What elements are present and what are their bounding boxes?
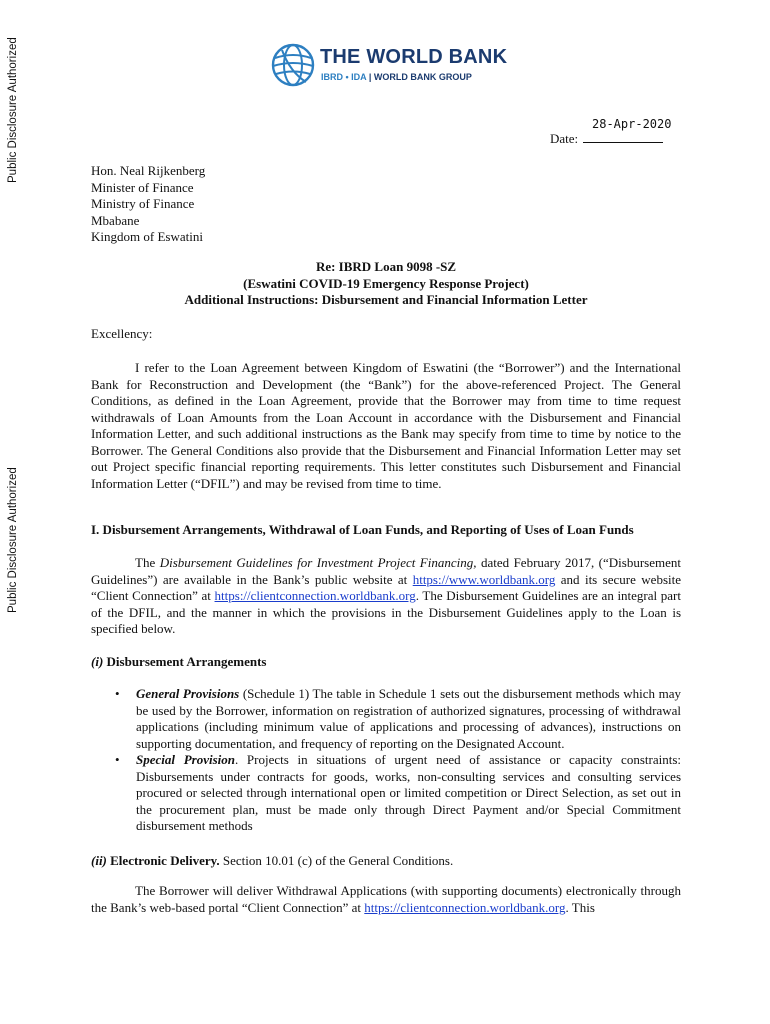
client-connection-link[interactable]: https://clientconnection.worldbank.org <box>364 899 566 915</box>
subsection-title: Disbursement Arrangements <box>103 654 267 669</box>
paragraph-text: dated February 2017, (“Disbursement Guidelines”) are available in the Bank’s public website at <box>91 555 681 587</box>
address-line: Mbabane <box>91 212 140 228</box>
subsection-number: (ii) <box>91 853 107 868</box>
world-bank-logo <box>270 42 510 94</box>
disclosure-stamp-middle: Public Disclosure Authorized <box>7 467 19 613</box>
logo-subtitle <box>321 72 472 82</box>
address-line: Minister of Finance <box>91 179 194 195</box>
worldbank-link[interactable]: https://www.worldbank.org <box>412 571 556 587</box>
bullet-icon: • <box>115 752 120 767</box>
bullet-list <box>113 686 681 835</box>
bullet-text: (Schedule 1) The table in Schedule 1 sets out the disbursement methods which may be used by the Borrower, information on registration of authorized signatures, processing of withdrawal applications (including minimum value of applications and processing of advances), instructions on supporting documentation, and frequency of reporting on the Designated Account. <box>136 686 682 751</box>
bullet-icon: • <box>115 686 120 701</box>
date-blank <box>583 131 663 143</box>
disclosure-stamp-top: Public Disclosure Authorized <box>7 37 19 183</box>
logo-ibrd-ida: IBRD • IDA <box>321 72 367 82</box>
recipient-address <box>91 163 681 246</box>
subsection-title: Electronic Delivery. <box>106 853 220 868</box>
subject-line: (Eswatini COVID-19 Emergency Response Project) <box>243 275 529 291</box>
electronic-delivery-paragraph <box>91 883 681 916</box>
address-line: Kingdom of Eswatini <box>91 229 203 244</box>
paragraph-text: The <box>135 555 160 570</box>
list-item <box>113 686 681 752</box>
guidelines-paragraph <box>91 555 681 638</box>
subsection-heading <box>91 853 681 870</box>
date-stamp: 28-Apr-2020 <box>592 117 672 131</box>
list-item <box>113 752 681 835</box>
date-label: Date: <box>550 131 582 146</box>
logo-separator: | <box>366 72 374 82</box>
subject-line: Additional Instructions: Disbursement and Financial Information Letter <box>184 292 588 307</box>
date-line <box>550 131 663 147</box>
address-line: Ministry of Finance <box>91 196 195 211</box>
bullet-text: . Projects in situations of urgent need of assistance or capacity constraints: Disbursements under contracts for goods, works, non-consulting services and consulting services procured or selected through international open or limited competition or Direct Selection, as set out in the procurement plan, must be made only through Direct Payment and/or Special Commitment disbursement methods <box>136 752 681 833</box>
subsection-number: (i) <box>91 654 104 669</box>
guidelines-title: Disbursement Guidelines for Investment Project Financing, <box>159 555 477 570</box>
logo-title: THE WORLD BANK <box>320 46 508 68</box>
bullet-title: General Provisions <box>136 686 240 701</box>
paragraph-text: The Borrower will deliver Withdrawal Applications (with supporting documents) electronically through the Bank’s web-based portal “Client Connection” at <box>91 883 681 915</box>
intro-paragraph: I refer to the Loan Agreement between Kingdom of Eswatini (the “Borrower”) and the International Bank for Reconstruction and Development (the “Bank”) for the above-referenced Project. The General Conditions, as defined in the Loan Agreement, provide that the Borrower may from time to time request withdrawals of Loan Amounts from the Loan Account in accordance with the Disbursement and Financial Information Letter, and such additional instructions as the Bank may specify from time to time by notice to the Borrower. The General Conditions also provide that the Disbursement and Financial Information Letter may set out Project specific financial reporting requirements. This letter constitutes such Disbursement and Financial Information Letter (“DFIL”) and may be revised from time to time. <box>91 360 681 491</box>
logo-group: WORLD BANK GROUP <box>373 72 472 82</box>
globe-icon <box>270 42 316 88</box>
paragraph-text: and its secure website “Client Connection” at <box>91 571 681 603</box>
subject-line: Re: IBRD Loan 9098 -SZ <box>315 259 457 274</box>
subsection-heading <box>91 654 681 671</box>
paragraph-text: . The Disbursement Guidelines are an integral part of the DFIL, and the manner in which the provisions in the Disbursement Guidelines apply to the Loan is specified below. <box>91 588 681 636</box>
section-heading: I. Disbursement Arrangements, Withdrawal of Loan Funds, and Reporting of Uses of Loan Funds <box>91 522 634 537</box>
paragraph-text: . This <box>565 899 595 915</box>
address-line: Hon. Neal Rijkenberg <box>91 163 206 178</box>
subject-block <box>91 259 681 309</box>
bullet-title: Special Provision <box>136 752 235 767</box>
client-connection-link[interactable]: https://clientconnection.worldbank.org <box>214 588 416 603</box>
salutation: Excellency: <box>91 326 153 341</box>
subsection-text: Section 10.01 (c) of the General Conditions. <box>219 853 454 868</box>
